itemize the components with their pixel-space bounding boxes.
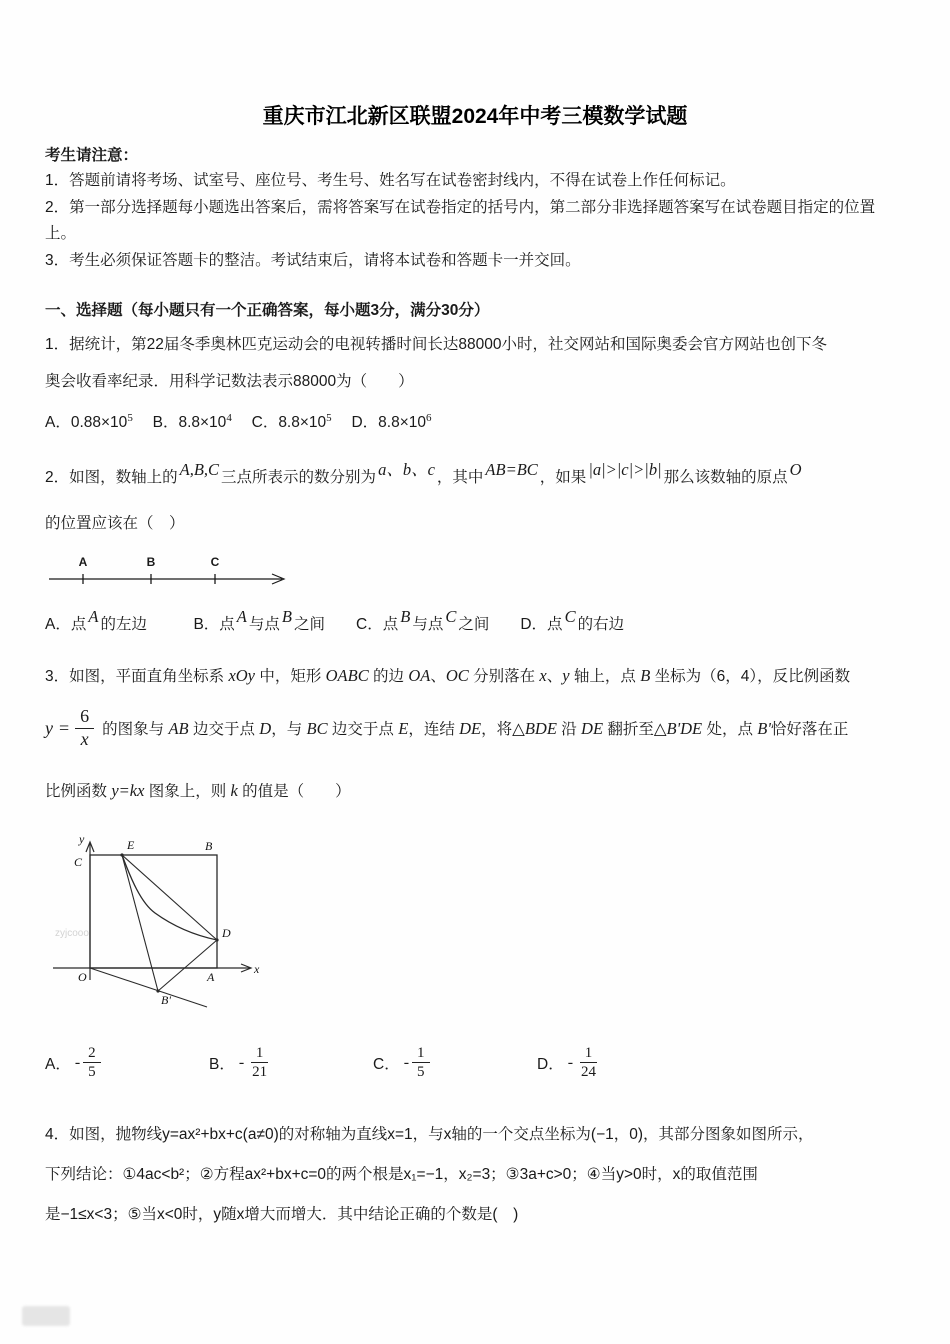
formula-fraction xyxy=(75,706,94,750)
question-2-line-1: 2．如图，数轴上的 A,B,C 三点所表示的数分别为 a、b、c ，其中 AB=BC ，如果 |a|>|c|>|b| 那么该数轴的原点 O xyxy=(45,460,802,487)
question-3-line-2-text: 的图象与 AB 边交于点 D，与 BC 边交于点 E，连结 DE，将△BDE 沿 DE 翻折至△B'DE 处，点 B'恰好落在正 xyxy=(102,719,849,739)
question-4-line-2: 下列结论：①4ac<b²；②方程ax²+bx+c=0的两个根是x₁=−1，x₂=3；③3a+c>0；④当y>0时，x的取值范围 xyxy=(45,1166,758,1184)
question-1 xyxy=(45,326,905,441)
option-d-num: 1 xyxy=(580,1044,598,1063)
label-x-axis: x xyxy=(254,962,260,977)
q3-option-d xyxy=(537,1044,701,1081)
label-origin-o: O xyxy=(78,970,87,985)
question-2-line-2: 的位置应该在（ ） xyxy=(45,515,185,533)
option-c-sign: - xyxy=(403,1053,410,1071)
option-b-label: B． xyxy=(209,1055,235,1073)
notice-item-3: 3．考生必须保证答题卡的整洁。考试结束后，请将本试卷和答题卡一并交回。 xyxy=(45,251,581,269)
option-c-den: 5 xyxy=(417,1064,425,1081)
number-line-figure xyxy=(45,550,300,594)
label-point-e: E xyxy=(127,838,135,853)
option-c-num: 1 xyxy=(412,1044,430,1063)
fraction-numerator: 6 xyxy=(75,706,94,729)
corner-watermark xyxy=(22,1306,70,1326)
question-1-options: A．$0.88\times 10^5$ B．$8.8\times 10^4$ C．$8.8\times 10^5$ D．$8.8\times 10^6$ xyxy=(45,412,432,432)
page-title: 重庆市江北新区联盟2024年中考三模数学试题 xyxy=(262,105,688,128)
question-2 xyxy=(45,453,905,645)
question-3-options xyxy=(45,1044,905,1081)
question-4-line-3: 是−1≤x<3；⑤当x<0时，y随x增大而增大．其中结论正确的个数是( ) xyxy=(45,1206,519,1224)
q3-option-a xyxy=(45,1044,209,1081)
option-c-fraction xyxy=(412,1044,430,1081)
formula-lhs: y xyxy=(45,717,53,738)
option-b-den: 21 xyxy=(252,1064,268,1081)
option-a-label: A． xyxy=(45,1055,71,1073)
formula-equals: = xyxy=(59,717,70,738)
q3-option-c xyxy=(373,1044,537,1081)
notice-item-2: 2．第一部分选择题每小题选出答案后，需将答案写在试卷指定的括号内，第二部分非选择题答案写在试卷题目指定的位置上。 xyxy=(45,198,876,242)
question-3-line-3: 比例函数 y=kx 图象上，则 k 的值是（ ） xyxy=(45,781,351,801)
numberline-point-a-label: A xyxy=(78,555,88,570)
label-point-b: B xyxy=(205,839,213,854)
question-4-line-1: 4．如图，抛物线y=ax²+bx+c(a≠0)的对称轴为直线x=1，与x轴的一个交点坐标为(−1，0)，其部分图象如图所示， xyxy=(45,1126,814,1144)
question-1-line-2: 奥会收看率纪录．用科学记数法表示88000为（ ） xyxy=(45,373,414,390)
q3-coordinate-figure xyxy=(45,833,265,1018)
label-point-c: C xyxy=(74,855,83,870)
option-c-label: C． xyxy=(373,1055,400,1073)
fraction-denominator: x xyxy=(80,728,89,749)
option-a-num: 2 xyxy=(83,1044,101,1063)
notice-item-1: 1．答题前请将考场、试室号、座位号、考生号、姓名写在试卷密封线内，不得在试卷上作任何标记。 xyxy=(45,172,736,189)
question-4 xyxy=(45,1115,905,1235)
option-d-fraction xyxy=(576,1044,601,1081)
option-a-den: 5 xyxy=(88,1064,96,1081)
option-d-label: D． xyxy=(537,1055,564,1073)
question-3 xyxy=(45,661,905,1081)
question-3-line-2 xyxy=(45,692,905,764)
option-b-fraction xyxy=(247,1044,272,1081)
option-b-sign: - xyxy=(238,1053,245,1071)
numberline-point-b-label: B xyxy=(146,555,156,570)
option-a-fraction xyxy=(83,1044,101,1081)
label-point-b-prime: B' xyxy=(161,993,171,1008)
option-a-sign: - xyxy=(74,1053,81,1071)
option-b-num: 1 xyxy=(251,1044,269,1063)
label-point-d: D xyxy=(222,926,231,941)
question-3-line-1: 3．如图，平面直角坐标系 xOy 中，矩形 OABC 的边 OA、OC 分别落在 x、y 轴上，点 B 坐标为（6，4），反比例函数 xyxy=(45,666,851,686)
notice-heading: 考生请注意： xyxy=(45,147,139,164)
question-1-line-1: 1．据统计，第22届冬季奥林匹克运动会的电视转播时间长达88000小时，社交网站和国际奥委会官方网站也创下冬 xyxy=(45,336,827,353)
label-point-a: A xyxy=(207,970,215,985)
option-d-den: 24 xyxy=(581,1064,597,1081)
section-heading: 一、选择题（每小题只有一个正确答案，每小题3分，满分30分） xyxy=(45,302,490,319)
label-y-axis: y xyxy=(79,833,85,847)
notice-section xyxy=(45,144,905,274)
option-d-sign: - xyxy=(567,1053,574,1071)
numberline-point-c-label: C xyxy=(210,555,220,570)
q3-option-b xyxy=(209,1044,373,1081)
figure-watermark: zyjcooo xyxy=(55,928,89,940)
question-2-options: A．点 A 的左边 B．点 A 与点 B 之间 C．点 B 与点 C 之间 D．点 C 的右边 xyxy=(45,607,625,634)
formula-y-equals-6-over-x xyxy=(45,706,94,750)
